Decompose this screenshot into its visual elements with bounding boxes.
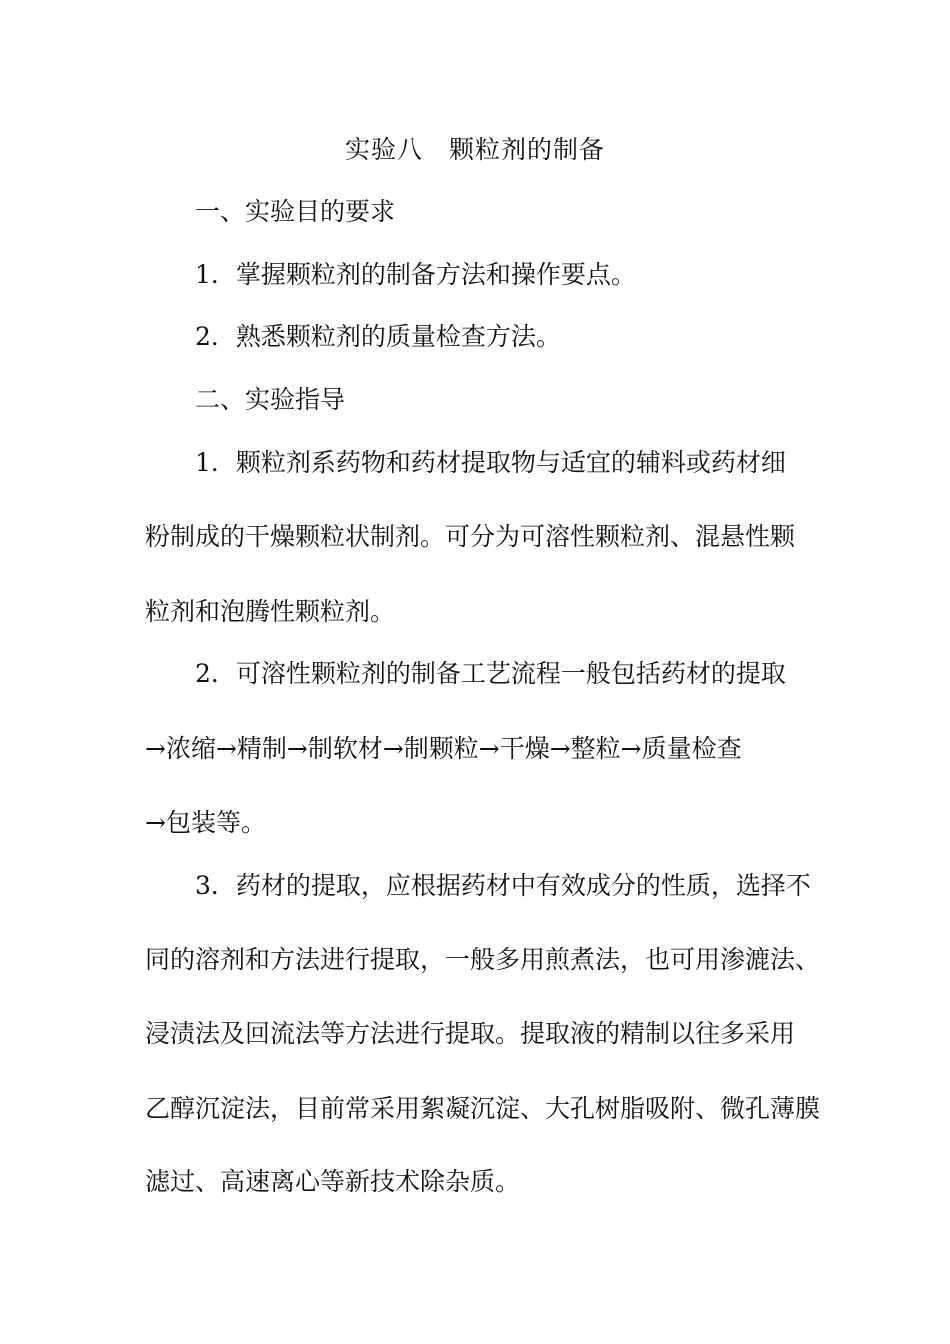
paragraph-line: 1．颗粒剂系药物和药材提取物与适宜的辅料或药材细	[195, 448, 786, 477]
paragraph-line: 2．可溶性颗粒剂的制备工艺流程一般包括药材的提取	[195, 659, 786, 688]
objective-item: 1．掌握颗粒剂的制备方法和操作要点。	[195, 260, 636, 289]
paragraph-line: →浓缩→精制→制软材→制颗粒→干燥→整粒→质量检查	[145, 734, 742, 763]
paragraph-line: 乙醇沉淀法，目前常采用絮凝沉淀、大孔树脂吸附、微孔薄膜	[145, 1094, 821, 1123]
paragraph-line: 粒剂和泡腾性颗粒剂。	[145, 597, 396, 626]
paragraph-line: 浸渍法及回流法等方法进行提取。提取液的精制以往多采用	[145, 1019, 796, 1048]
paragraph-line: 同的溶剂和方法进行提取，一般多用煎煮法，也可用渗漉法、	[145, 945, 821, 974]
paragraph-line: →包装等。	[145, 808, 266, 837]
section-heading-guidance: 二、实验指导	[195, 385, 346, 414]
objective-item: 2．熟悉颗粒剂的质量检查方法。	[195, 322, 561, 351]
paragraph-line: 滤过、高速离心等新技术除杂质。	[145, 1167, 521, 1196]
paragraph-line: 粉制成的干燥颗粒状制剂。可分为可溶性颗粒剂、混悬性颗	[145, 522, 796, 551]
section-heading-objectives: 一、实验目的要求	[195, 197, 396, 226]
document-title: 实验八 颗粒剂的制备	[344, 135, 605, 164]
paragraph-line: 3．药材的提取，应根据药材中有效成分的性质，选择不	[195, 871, 811, 900]
